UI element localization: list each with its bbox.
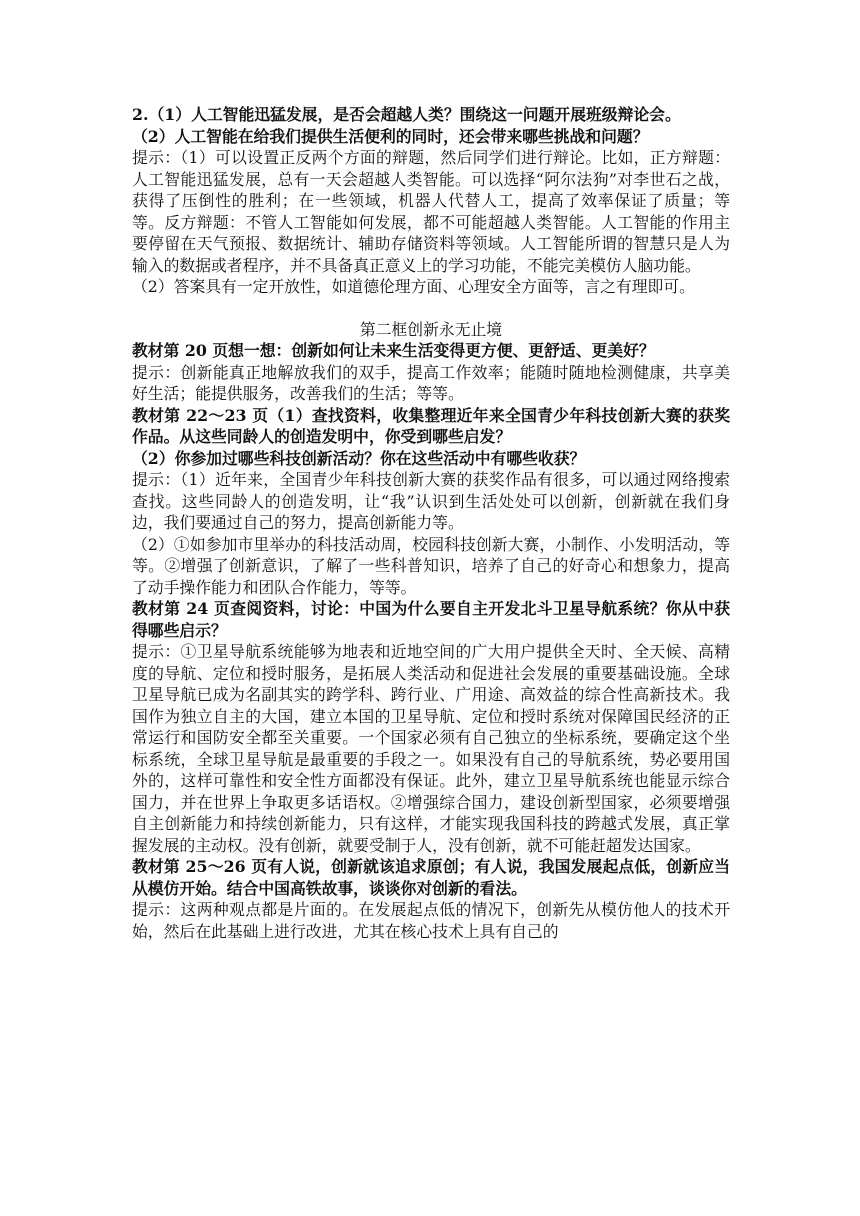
hint-page-25: 提示：这两种观点都是片面的。在发展起点低的情况下，创新先从模仿他人的技术开始，然后在此基础上进行改进，尤其在核心技术上具有自己的 bbox=[132, 900, 730, 941]
hint-page-24: 提示：①卫星导航系统能够为地表和近地空间的广大用户提供全天时、全天候、高精度的导航、定位和授时服务，是拓展人类活动和促进社会发展的重要基础设施。全球卫星导航已成为名副其实的跨学科、跨行业、广用途、高效益的综合性高新技术。我国作为独立自主的大国，建立本国的卫星导航、定位和授时系统对保障国民经济的正常运行和国防安全都至关重要。一个国家必须有自己独立的坐标系统，要确定这个坐标系统，全球卫星导航是最重要的手段之一。如果没有自己的导航系统，势必要用国外的，这样可靠性和安全性方面都没有保证。此外，建立卫星导航系统也能显示综合国力，并在世界上争取更多话语权。②增强综合国力，建设创新型国家，必须要增强自主创新能力和持续创新能力，只有这样，才能实现我国科技的跨越式发展，真正掌握发展的主动权。没有创新，就要受制于人，没有创新，就不可能赶超发达国家。 bbox=[132, 642, 730, 855]
question-page-25: 教材第 25～26 页有人说，创新就该追求原创；有人说，我国发展起点低，创新应当从模仿开始。结合中国高铁故事，谈谈你对创新的看法。 bbox=[132, 857, 730, 898]
hint-page-20: 提示：创新能真正地解放我们的双手，提高工作效率；能随时随地检测健康，共享美好生活；能提供服务，改善我们的生活；等等。 bbox=[132, 362, 730, 403]
hint-2-part1: 提示：（1）可以设置正反两个方面的辩题，然后同学们进行辩论。比如，正方辩题：人工智能迅猛发展，总有一天会超越人类智能。可以选择“阿尔法狗”对李世石之战，获得了压倒性的胜利；在一些领域，机器人代替人工，提高了效率保证了质量；等等。反方辩题：不管人工智能如何发展，都不可能超越人类智能。人工智能的作用主要停留在天气预报、数据统计、辅助存储资料等领域。人工智能所谓的智慧只是人为输入的数据或者程序，并不具备真正意义上的学习功能，不能完美模仿人脑功能。 bbox=[132, 148, 730, 275]
question-2-part2: （2）人工智能在给我们提供生活便利的同时，还会带来哪些挑战和问题？ bbox=[132, 126, 649, 146]
hint-2-part2: （2）答案具有一定开放性，如道德伦理方面、心理安全方面等，言之有理即可。 bbox=[132, 277, 695, 296]
question-page-24: 教材第 24 页查阅资料，讨论：中国为什么要自主开发北斗卫星导航系统？你从中获得哪些启示？ bbox=[132, 599, 730, 640]
hint-page-22-part1: 提示：（1）近年来，全国青少年科技创新大赛的获奖作品有很多，可以通过网络搜索查找。这些同龄人的创造发明，让“我”认识到生活处处可以创新，创新就在我们身边，我们要通过自己的努力，提高创新能力等。 bbox=[132, 470, 730, 532]
question-page-20: 教材第 20 页想一想：创新如何让未来生活变得更方便、更舒适、更美好？ bbox=[132, 341, 655, 360]
document-page bbox=[132, 104, 730, 942]
question-page-22-part1: 教材第 22～23 页（1）查找资料，收集整理近年来全国青少年科技创新大赛的获奖作品。从这些同龄人的创造发明中，你受到哪些启发？ bbox=[132, 405, 730, 446]
question-page-22-part2: （2）你参加过哪些科技创新活动？你在这些活动中有哪些收获？ bbox=[132, 448, 586, 468]
question-2-part1: 2.（1）人工智能迅猛发展，是否会超越人类？围绕这一问题开展班级辩论会。 bbox=[132, 105, 681, 124]
section-title: 第二框创新永无止境 bbox=[359, 319, 503, 339]
hint-page-22-part2: （2）①如参加市里举办的科技活动周，校园科技创新大赛，小制作、小发明活动，等等。②增强了创新意识，了解了一些科普知识，培养了自己的好奇心和想象力，提高了动手操作能力和团队合作能力，等等。 bbox=[132, 534, 730, 597]
